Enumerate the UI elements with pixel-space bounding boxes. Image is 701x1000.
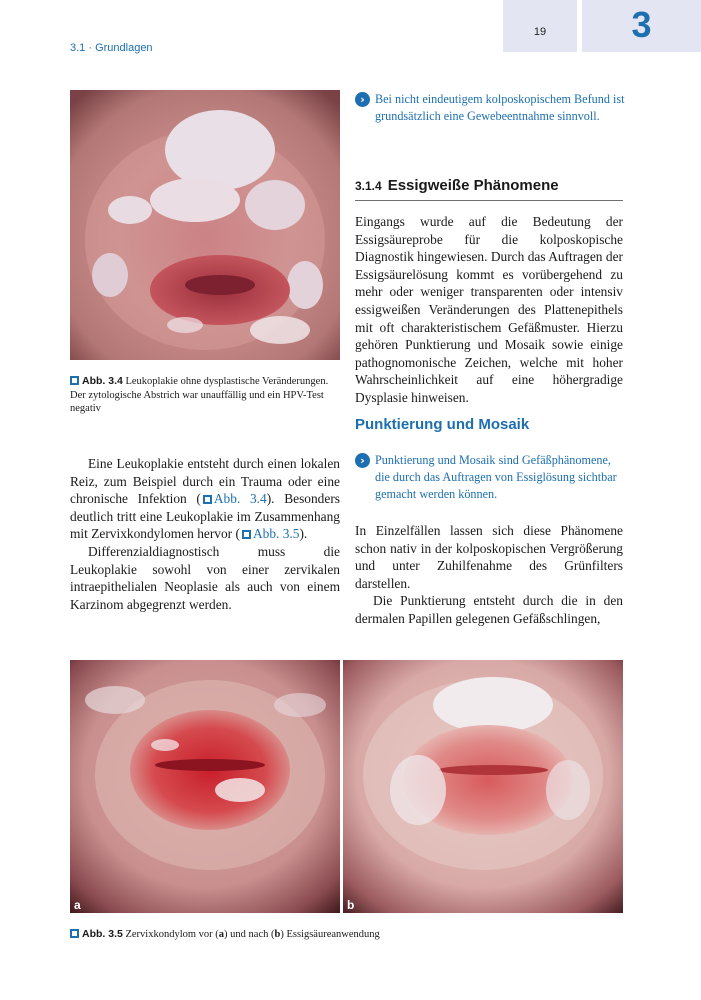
figure-3-4-label: Abb. 3.4 [82, 375, 123, 387]
chevron-right-icon: › [355, 453, 370, 468]
panel-letter-b: b [347, 898, 355, 912]
section-divider [355, 200, 623, 201]
figure-3-5-label: Abb. 3.5 [82, 928, 123, 940]
panel-letter-a: a [74, 898, 81, 912]
figure-ref-icon [242, 530, 251, 539]
figure-ref-3-4[interactable]: Abb. 3.4 [213, 491, 267, 507]
figure-3-4-caption [70, 375, 342, 416]
paragraph-leukoplakie: Eine Leukoplakie entsteht durch einen lokalen Reiz, zum Beispiel durch ein Trauma oder eine chronische Infektion ( Abb. 3.4). Besonders deutlich tritt eine Leukoplakie im Zusammenhang mit Zervixkondylomen hervor ( Abb. 3.5). [70, 456, 340, 542]
left-column-text [70, 455, 340, 613]
section-title: Essigweiße Phänomene [387, 177, 559, 194]
paragraph-punktierung: Die Punktierung entsteht durch die in den dermalen Papillen gelegenen Gefäßschlingen, [355, 593, 623, 626]
figure-3-5a-photo [70, 660, 340, 913]
subheading-punktierung: Punktierung und Mosaik [355, 416, 530, 433]
figure-3-4-photo [70, 90, 340, 360]
note-text: Punktierung und Mosaik sind Gefäßphänomene, die durch das Auftragen von Essiglösung sichtbar gemacht werden können. [375, 453, 617, 501]
note-gefaessphaenomene [355, 452, 625, 506]
section-number: 3.1.4 [355, 179, 382, 193]
figure-icon [70, 929, 79, 938]
section-heading [355, 177, 625, 195]
figure-icon [70, 376, 79, 385]
figure-3-5-caption: Abb. 3.5 Zervixkondylom vor (a) und nach (b) Essigsäureanwendung [70, 928, 623, 942]
chevron-right-icon: › [355, 92, 370, 107]
paragraph-nativ: In Einzelfällen lassen sich diese Phänomene schon nativ in der kolposkopischen Vergrößerung und unter Zuhilfenahme des Grünfilters darstellen. [355, 523, 623, 591]
note-text: Bei nicht eindeutigem kolposkopischem Befund ist grundsätzlich eine Gewebeentnahme sinnvoll. [375, 92, 625, 123]
right-column-lower-text [355, 522, 623, 628]
page-number: 19 [533, 26, 547, 38]
section-label: 3.1 · Grundlagen [70, 42, 153, 54]
figure-3-4-text: Leukoplakie ohne dysplastische Veränderungen. Der zytologische Abstrich war unauffällig und ein HPV-Test negativ [70, 376, 329, 414]
chapter-number: 3 [631, 4, 652, 45]
figure-ref-3-5[interactable]: Abb. 3.5 [252, 526, 300, 542]
paragraph-essigweiss: Eingangs wurde auf die Bedeutung der Essigsäureprobe für die kolposkopische Diagnostik hingewiesen. Durch das Auftragen der Essigsäurelösung kommt es vorübergehend zu mehr oder weniger transparenten oder intensiv essigweißen Veränderungen des Plattenepithels mit oft charakteristischem Gefäßmuster. Hierzu gehören Punktierung und Mosaik sowie einige pathognomonische Zeichen, welche mit hoher Wahrscheinlichkeit auf eine höhergradige Dysplasie hinweisen. [355, 214, 623, 405]
figure-3-5b-photo [343, 660, 623, 913]
note-gewebeentnahme [355, 91, 625, 145]
figure-ref-icon [203, 495, 212, 504]
paragraph-differenzialdiagnose: Differenzialdiagnostisch muss die Leukoplakie sowohl von einer zervikalen intraepithelialen Neoplasie als auch von einem Karzinom abgegrenzt werden. [70, 543, 340, 612]
